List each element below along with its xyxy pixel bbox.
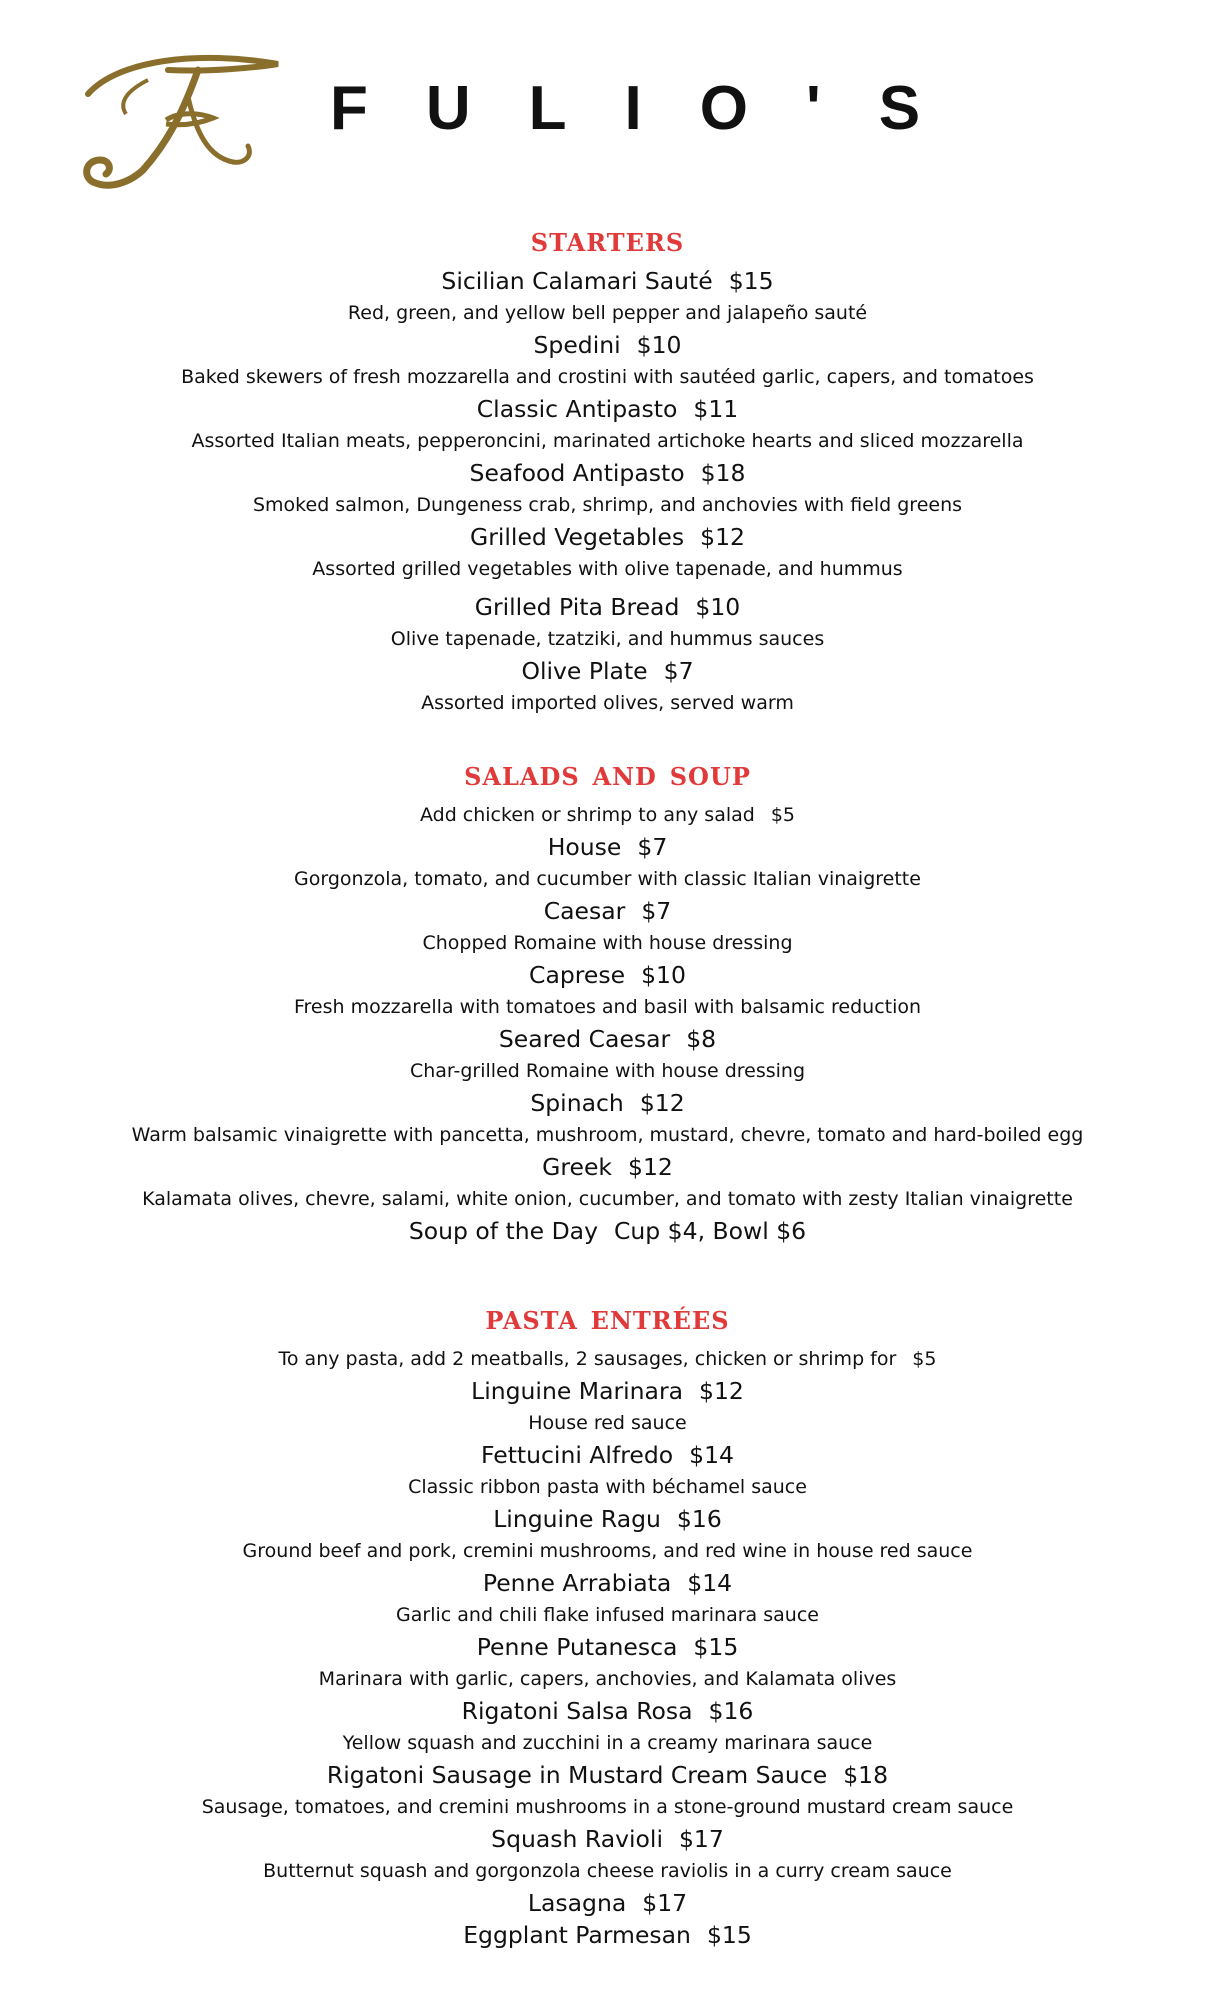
menu-item [0, 1151, 1215, 1215]
menu-item [0, 521, 1215, 585]
item-name: Caesar [543, 897, 626, 925]
menu-item [0, 1503, 1215, 1567]
item-name: Rigatoni Sausage in Mustard Cream Sauce [326, 1761, 828, 1789]
menu-item [0, 1215, 1215, 1247]
section-title: starters [530, 220, 685, 260]
item-description: Garlic and chili flake infused marinara sauce [396, 1604, 819, 1626]
item-price: $18 [843, 1761, 889, 1789]
section-title: pasta entrées [485, 1298, 730, 1338]
item-price: $16 [708, 1697, 754, 1725]
section-note [0, 799, 1215, 831]
item-name: Spedini [533, 331, 621, 359]
menu-item [0, 655, 1215, 719]
item-description: Red, green, and yellow bell pepper and jalapeño sauté [347, 302, 868, 324]
item-name: Classic Antipasto [476, 395, 678, 423]
note-text: To any pasta, add 2 meatballs, 2 sausages, chicken or shrimp for [278, 1348, 897, 1370]
item-price: $7 [641, 897, 672, 925]
item-name: Seared Caesar [498, 1025, 671, 1053]
menu-item [0, 1023, 1215, 1087]
item-name: Lasagna [527, 1889, 627, 1917]
menu-item [0, 265, 1215, 329]
item-price: $10 [636, 331, 682, 359]
item-name: Sicilian Calamari Sauté [441, 267, 713, 295]
item-price: $10 [695, 593, 741, 621]
menu-item [0, 1567, 1215, 1631]
item-name: Seafood Antipasto [469, 459, 685, 487]
note-text: Add chicken or shrimp to any salad [419, 804, 755, 826]
fulios-monogram-logo [48, 42, 298, 192]
item-description: Smoked salmon, Dungeness crab, shrimp, and anchovies with field greens [252, 494, 963, 516]
item-description: Marinara with garlic, capers, anchovies, and Kalamata olives [318, 1668, 897, 1690]
item-price: $7 [663, 657, 694, 685]
menu-item [0, 959, 1215, 1023]
item-description: Yellow squash and zucchini in a creamy marinara sauce [342, 1732, 873, 1754]
item-price: $12 [699, 1377, 744, 1405]
section-starters [0, 215, 1215, 719]
item-name: House [547, 833, 622, 861]
menu-item [0, 1823, 1215, 1887]
item-name: Greek [542, 1153, 613, 1181]
item-name: Caprese [529, 961, 626, 989]
menu-body [0, 215, 1215, 1981]
item-price: $14 [687, 1569, 733, 1597]
item-name: Fettucini Alfredo [481, 1441, 674, 1469]
note-price: $5 [770, 804, 796, 826]
menu-item [0, 591, 1215, 655]
section-note [0, 1343, 1215, 1375]
restaurant-name: FULIO'S [330, 74, 979, 143]
item-price: $16 [676, 1505, 722, 1533]
menu-item [0, 1087, 1215, 1151]
menu-item [0, 831, 1215, 895]
item-name: Eggplant Parmesan [463, 1921, 691, 1949]
menu-item [0, 1695, 1215, 1759]
item-name: Grilled Pita Bread [474, 593, 680, 621]
item-price: $18 [700, 459, 746, 487]
item-price: $11 [693, 395, 739, 423]
item-name: Squash Ravioli [491, 1825, 663, 1853]
item-description: Chopped Romaine with house dressing [422, 932, 793, 954]
menu-item [0, 457, 1215, 521]
item-description: House red sauce [528, 1412, 687, 1434]
item-description: Olive tapenade, tzatziki, and hummus sauces [390, 628, 825, 650]
item-name: Linguine Marinara [471, 1377, 684, 1405]
menu-item [0, 1887, 1215, 1919]
item-name: Linguine Ragu [493, 1505, 661, 1533]
section-title: salads and soup [464, 754, 751, 794]
item-description: Kalamata olives, chevre, salami, white onion, cucumber, and tomato with zesty Italian vinaigrette [142, 1188, 1073, 1210]
item-description: Fresh mozzarella with tomatoes and basil with balsamic reduction [293, 996, 922, 1018]
item-price: $12 [700, 523, 745, 551]
item-name: Soup of the Day [408, 1217, 598, 1245]
item-price: $15 [706, 1921, 752, 1949]
menu-item [0, 1759, 1215, 1823]
section-pasta-entrees [0, 1293, 1215, 1951]
item-price: $14 [689, 1441, 734, 1469]
item-price: $17 [678, 1825, 724, 1853]
item-name: Grilled Vegetables [469, 523, 685, 551]
item-name: Spinach [530, 1089, 624, 1117]
item-description: Ground beef and pork, cremini mushrooms, and red wine in house red sauce [242, 1540, 973, 1562]
menu-item [0, 1375, 1215, 1439]
menu-item [0, 1631, 1215, 1695]
item-name: Olive Plate [521, 657, 648, 685]
item-name: Rigatoni Salsa Rosa [461, 1697, 693, 1725]
item-name: Penne Putanesca [476, 1633, 678, 1661]
menu-item [0, 1919, 1215, 1951]
item-price: $8 [686, 1025, 717, 1053]
item-price: $12 [628, 1153, 673, 1181]
item-price: $7 [637, 833, 668, 861]
menu-item [0, 1439, 1215, 1503]
menu-item [0, 329, 1215, 393]
item-description: Butternut squash and gorgonzola cheese raviolis in a curry cream sauce [263, 1860, 952, 1882]
item-description: Assorted imported olives, served warm [421, 692, 794, 714]
note-price: $5 [912, 1348, 937, 1370]
menu-header [0, 0, 1215, 200]
menu-item [0, 895, 1215, 959]
item-price: $17 [642, 1889, 688, 1917]
item-description: Classic ribbon pasta with béchamel sauce [408, 1476, 807, 1498]
menu-item [0, 393, 1215, 457]
item-description: Assorted grilled vegetables with olive tapenade, and hummus [312, 558, 903, 580]
item-description: Gorgonzola, tomato, and cucumber with classic Italian vinaigrette [294, 868, 921, 890]
item-description: Warm balsamic vinaigrette with pancetta, mushroom, mustard, chevre, tomato and hard-boiled egg [131, 1124, 1084, 1146]
item-price: $10 [641, 961, 686, 989]
item-description: Assorted Italian meats, pepperoncini, marinated artichoke hearts and sliced mozzarella [191, 430, 1024, 452]
item-description: Char-grilled Romaine with house dressing [409, 1060, 806, 1082]
item-price: $15 [693, 1633, 739, 1661]
item-description: Baked skewers of fresh mozzarella and crostini with sautéed garlic, capers, and tomatoes [181, 366, 1034, 388]
item-price: Cup $4, Bowl $6 [613, 1217, 807, 1245]
item-price: $12 [639, 1089, 685, 1117]
item-price: $15 [728, 267, 774, 295]
item-description: Sausage, tomatoes, and cremini mushrooms in a stone-ground mustard cream sauce [201, 1796, 1014, 1818]
section-salads-and-soup [0, 749, 1215, 1247]
item-name: Penne Arrabiata [482, 1569, 672, 1597]
